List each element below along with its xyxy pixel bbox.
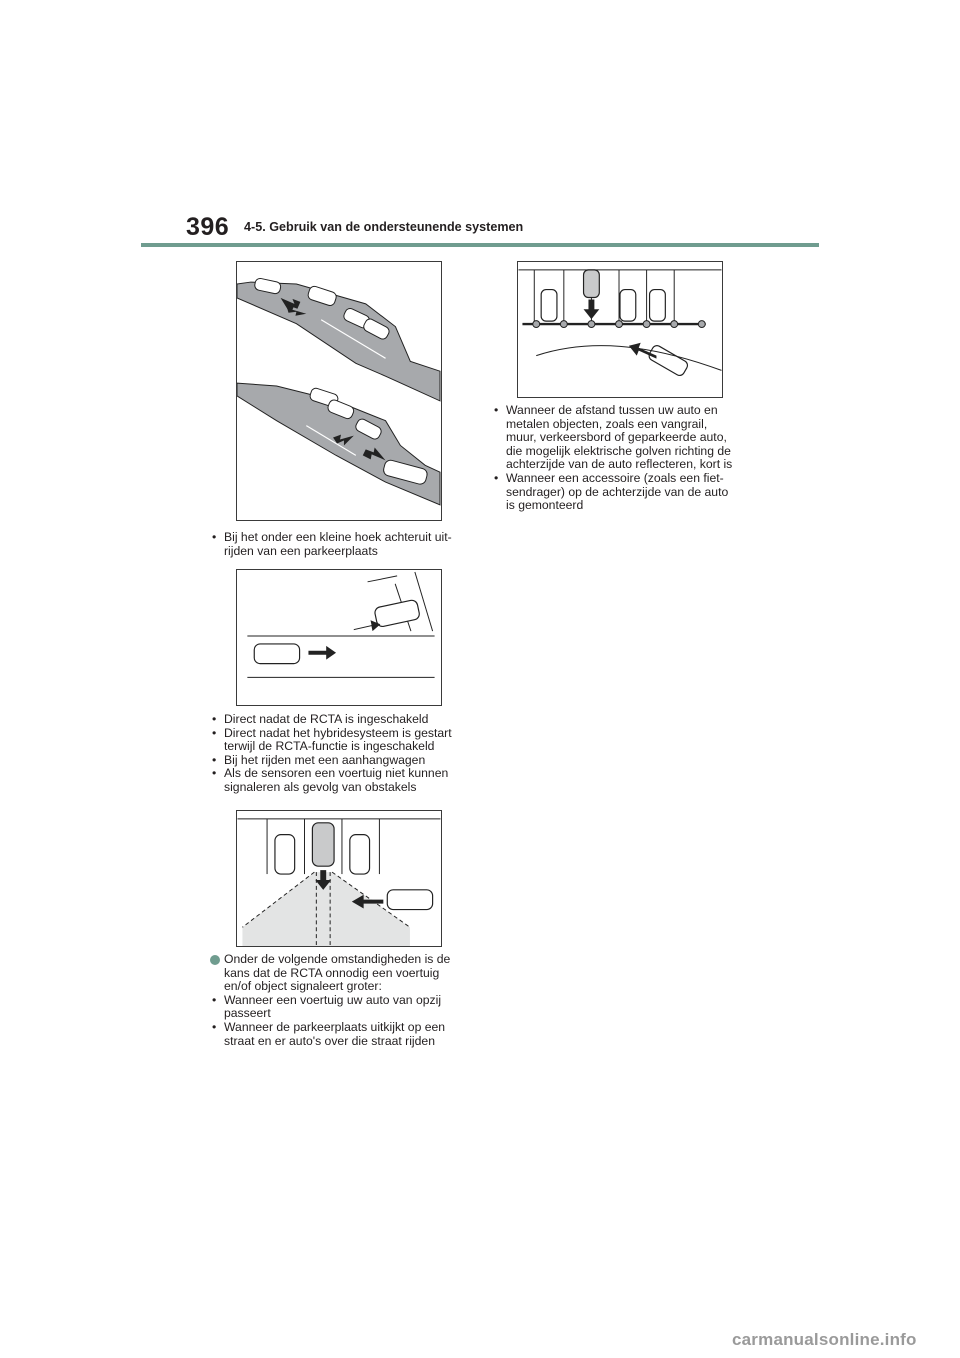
list-item: • Direct nadat de RCTA is ingeschakeld [212, 712, 429, 726]
list-item: • Als de sensoren een voertuig niet kunnen signaleren als gevolg van obstakels [212, 766, 449, 794]
col2-text [492, 404, 762, 513]
col1-text-a [210, 531, 480, 558]
col1-text-b [210, 713, 480, 795]
list-item: • Bij het rijden met een aanhangwagen [212, 752, 426, 767]
list-item: • Bij het onder een kleine hoek achteruit uit- rijden van een parkeerplaats [212, 530, 452, 558]
figure-angle-exit [236, 569, 442, 706]
list-item: • Wanneer de parkeerplaats uitkijkt op een straat en er auto's over die straat rijden [212, 1019, 446, 1048]
list-item: • Direct nadat het hybridesysteem is gestart terwijl de RCTA-functie is ingeschakeld [212, 725, 452, 754]
figure-curved-road [236, 261, 442, 521]
page-header [0, 0, 960, 250]
figure-guardrail [517, 261, 723, 398]
list-item: Onder de volgende omstandigheden is de kans dat de RCTA onnodig een voertuig en/of object signaleert groter: [210, 953, 480, 994]
list-item: • Wanneer de afstand tussen uw auto en metalen objecten, zoals een vangrail, muur, verkeersbord of geparkeerde auto, die mogelijk elektrische golven richting de achterzijde van de auto reflecteren, kort is [494, 403, 733, 472]
page-number: 396 [186, 213, 230, 241]
col1-text-c [210, 953, 480, 1048]
list-item: • Wanneer een accessoire (zoals een fiet- sendrager) op de achterzijde van de auto is gemonteerd [494, 470, 729, 513]
watermark: carmanualsonline.info [732, 1330, 917, 1349]
list-item: • Wanneer een voertuig uw auto van opzij passeert [212, 992, 442, 1021]
bullet-circle-icon [210, 955, 220, 965]
section-title: 4-5. Gebruik van de ondersteunende systemen [244, 220, 524, 234]
header-rule [141, 243, 819, 247]
figure-sensor-obstacle [236, 810, 442, 947]
